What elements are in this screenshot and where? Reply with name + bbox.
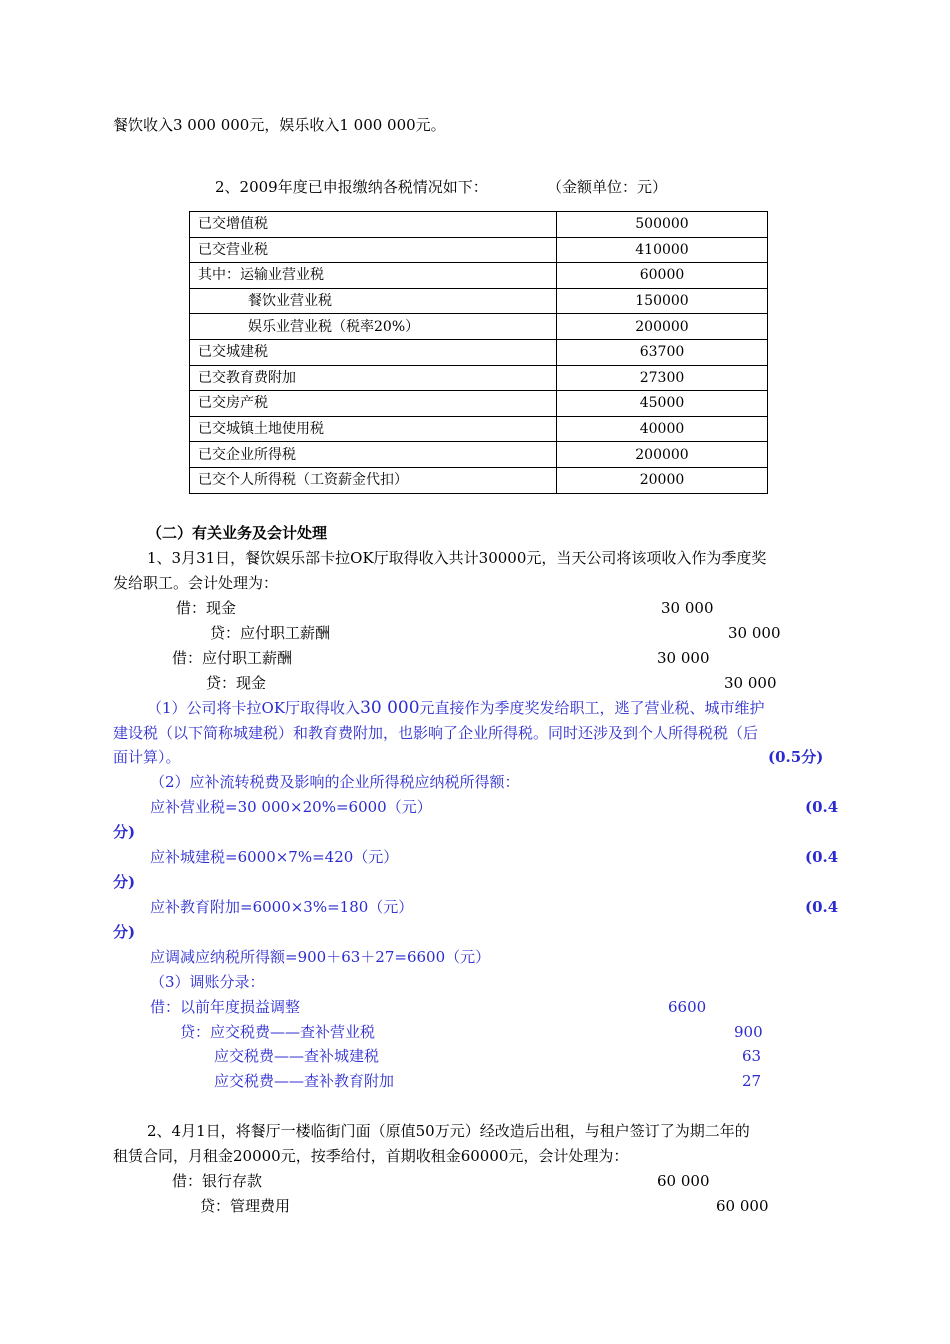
- section-heading-business: （二）有关业务及会计处理: [147, 524, 328, 542]
- tax-value: 200000: [557, 314, 768, 340]
- analysis-1-line-2: 建设税（以下简称城建税）和教育费附加，也影响了企业所得税。同时还涉及到个人所得税税（后: [113, 724, 759, 742]
- entry-label: 贷：应付职工薪酬: [210, 624, 331, 642]
- adj-entry-amount: 63: [742, 1047, 762, 1065]
- intro-line: 餐饮收入3 000 000元，娱乐收入1 000 000元。: [113, 116, 446, 134]
- item-1-line-2: 发给职工。会计处理为：: [113, 574, 279, 592]
- tax-value: 20000: [557, 467, 768, 493]
- tax-name: 已交城建税: [190, 339, 557, 365]
- table-row: [190, 467, 768, 493]
- analysis-1-amount: 30 000: [360, 698, 420, 718]
- calc-city-tax: 应补城建税=6000×7%=420（元）: [150, 848, 399, 866]
- tax-name: 已交教育费附加: [190, 365, 557, 391]
- adj-entry-amount: 900: [734, 1023, 763, 1041]
- table-row: [190, 314, 768, 340]
- score-part-b: 分): [113, 873, 136, 891]
- analysis-1-line-1: [147, 698, 765, 718]
- analysis-2-title: （2）应补流转税费及影响的企业所得税应纳税所得额：: [150, 773, 520, 791]
- tax-value: 45000: [557, 391, 768, 417]
- analysis-1-text-a: （1）公司将卡拉OK厅取得收入: [147, 699, 361, 717]
- entry-amount: 60 000: [657, 1172, 710, 1190]
- entry-amount: 30 000: [657, 649, 710, 667]
- adj-entry-label: 应交税费——查补教育附加: [214, 1072, 395, 1090]
- tax-value: 410000: [557, 237, 768, 263]
- score-part-a: (0.4: [805, 848, 839, 866]
- calc-business-tax: 应补营业税=30 000×20%=6000（元）: [150, 798, 432, 816]
- tax-paid-table: [189, 211, 768, 494]
- entry-label: 贷：现金: [206, 674, 267, 692]
- score-part-b: 分): [113, 923, 136, 941]
- adj-entry-label: 应交税费——查补城建税: [214, 1047, 380, 1065]
- item-2-line-1: 2、4月1日，将餐厅一楼临街门面（原值50万元）经改造后出租，与租户签订了为期二年的: [147, 1122, 750, 1140]
- calc-education-surcharge: 应补教育附加=6000×3%=180（元）: [150, 898, 414, 916]
- tax-name: 已交增值税: [190, 212, 557, 238]
- table-row: [190, 339, 768, 365]
- tax-value: 500000: [557, 212, 768, 238]
- item-2-line-2: 租赁合同，月租金20000元，按季给付，首期收租金60000元，会计处理为：: [113, 1147, 629, 1165]
- tax-value: 200000: [557, 442, 768, 468]
- tax-name: 已交房产税: [190, 391, 557, 417]
- entry-amount: 30 000: [728, 624, 781, 642]
- tax-value: 63700: [557, 339, 768, 365]
- table-row: [190, 212, 768, 238]
- entry-label: 借：银行存款: [172, 1172, 263, 1190]
- tax-value: 40000: [557, 416, 768, 442]
- table-row: [190, 288, 768, 314]
- adj-entry-label: 贷：应交税费——查补营业税: [180, 1023, 376, 1041]
- tax-name: 娱乐业营业税（税率20%）: [190, 314, 557, 340]
- analysis-1-text-c: 元直接作为季度奖发给职工，逃了营业税、城市维护: [419, 699, 765, 717]
- adj-entry-amount: 6600: [668, 998, 707, 1016]
- score-part-a: (0.4: [805, 898, 839, 916]
- adj-entry-amount: 27: [742, 1072, 762, 1090]
- tax-name: 已交营业税: [190, 237, 557, 263]
- table-row: [190, 391, 768, 417]
- entry-amount: 30 000: [661, 599, 714, 617]
- tax-value: 60000: [557, 263, 768, 289]
- entry-label: 借：应付职工薪酬: [172, 649, 293, 667]
- tax-name: 已交个人所得税（工资薪金代扣）: [190, 467, 557, 493]
- item-1-line-1: 1、3月31日，餐饮娱乐部卡拉OK厅取得收入共计30000元，当天公司将该项收入作为季度奖: [147, 549, 767, 567]
- tax-name: 已交企业所得税: [190, 442, 557, 468]
- analysis-1-score: (0.5分): [768, 748, 824, 766]
- table-row: [190, 365, 768, 391]
- entry-label: 贷：管理费用: [200, 1197, 291, 1215]
- entry-amount: 60 000: [716, 1197, 769, 1215]
- adj-entry-label: 借：以前年度损益调整: [150, 998, 301, 1016]
- tax-name: 餐饮业营业税: [190, 288, 557, 314]
- entry-label: 借：现金: [176, 599, 237, 617]
- tax-name: 其中：运输业营业税: [190, 263, 557, 289]
- section-2-title: 2、2009年度已申报缴纳各税情况如下：: [215, 178, 488, 196]
- tax-value: 150000: [557, 288, 768, 314]
- entry-amount: 30 000: [724, 674, 777, 692]
- score-part-a: (0.4: [805, 798, 839, 816]
- tax-value: 27300: [557, 365, 768, 391]
- table-row: [190, 237, 768, 263]
- tax-name: 已交城镇土地使用税: [190, 416, 557, 442]
- analysis-1-line-3: 面计算）。: [113, 748, 181, 766]
- table-row: [190, 263, 768, 289]
- calc-taxable-income-adjustment: 应调减应纳税所得额=900＋63＋27=6600（元）: [150, 948, 491, 966]
- score-part-b: 分): [113, 823, 136, 841]
- table-row: [190, 416, 768, 442]
- table-row: [190, 442, 768, 468]
- section-2-unit: （金额单位：元）: [547, 178, 668, 196]
- analysis-3-title: （3）调账分录：: [150, 973, 265, 991]
